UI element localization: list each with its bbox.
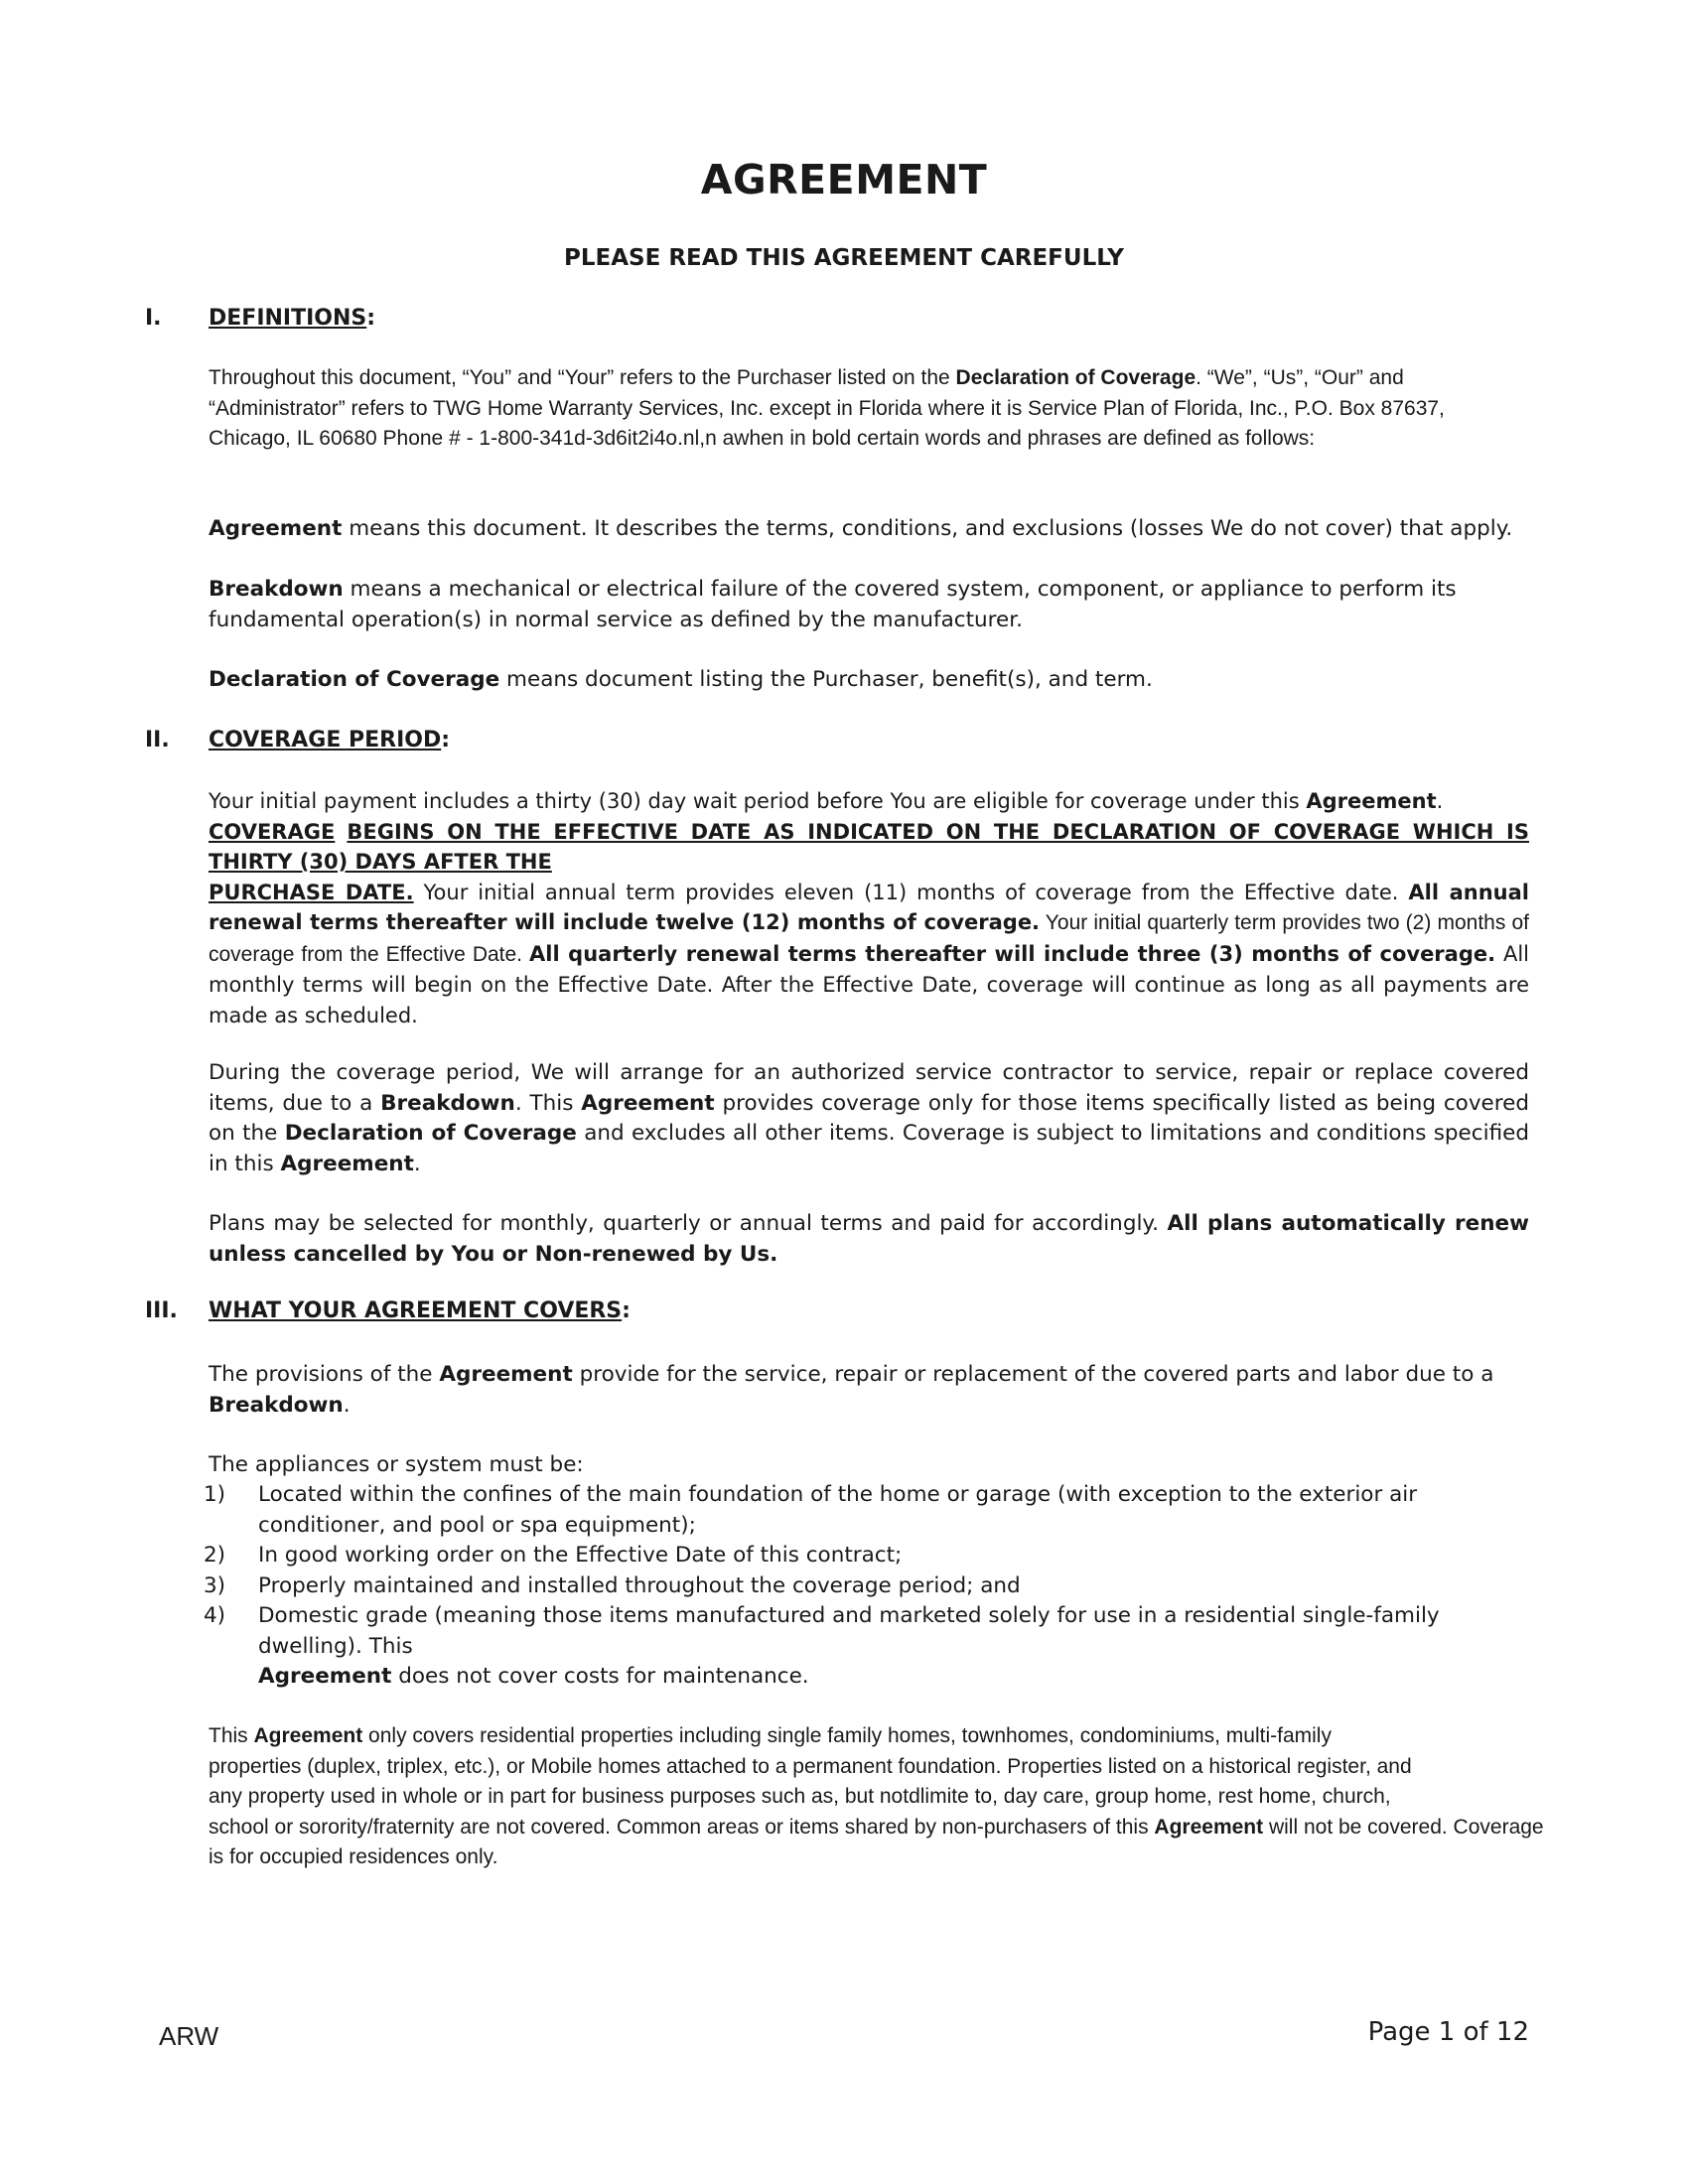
section-heading-definitions <box>209 306 375 331</box>
bold-auto-renew: All plans automatically renew unless cancelled by You or Non-renewed by Us. <box>209 1211 1529 1267</box>
list-number: 2) <box>204 1543 226 1568</box>
section-number-2: II. <box>145 728 170 752</box>
list-text: In good working order on the Effective Date of this contract; <box>258 1543 903 1568</box>
bold-annual-renewal: All annual renewal terms thereafter will include twelve (12) months of coverage. <box>209 880 1529 934</box>
bold-breakdown: Breakdown <box>209 1392 344 1418</box>
text: Your initial payment includes a thirty (30) day wait period before You are eligible for coverage under this <box>209 789 1307 813</box>
list-text: Located within the confines of the main foundation of the home or garage (with exception to the exterior air conditioner, and pool or spa equipment); <box>258 1482 1418 1538</box>
list-item <box>204 1541 1544 1571</box>
text: The provisions of the <box>209 1362 440 1387</box>
document-title: AGREEMENT <box>700 156 988 204</box>
text: and excludes all other items. Coverage is subject to limitations and conditions specified in this <box>209 1121 1529 1176</box>
list-number: 3) <box>204 1572 226 1598</box>
term-declaration-of-coverage: Declaration of Coverage <box>209 667 500 692</box>
bold-agreement: Agreement <box>1306 789 1437 813</box>
footer-form-code: ARW <box>159 2021 219 2051</box>
underlined-coverage: COVERAGE <box>209 819 336 844</box>
intro-text-d: Chicago, IL 60680 Phone # - 1-800-341d-3d6it2i4o.nl,n awhen in bold certain words and phrases are defined as follows: <box>209 427 1316 450</box>
text: any property used in whole or in part for business purposes such as, but notdlimite to, day care, group home, rest home, church, <box>209 1785 1391 1808</box>
text: properties (duplex, triplex, etc.), or Mobile homes attached to a permanent foundation. Properties listed on a historical register, and <box>209 1754 1412 1778</box>
section-heading-text: DEFINITIONS <box>209 306 367 331</box>
requirements-list <box>204 1480 1544 1693</box>
text: . <box>413 1151 421 1176</box>
intro-text-c: . “We”, “Us”, “Our” and “Administrator” refers to TWG Home Warranty Services, Inc. except in Florida where it is Service Plan of Florida, Inc., P.O. Box 87637, <box>209 366 1445 420</box>
text: . <box>343 1392 351 1418</box>
section-heading-text: COVERAGE PERIOD <box>209 728 442 752</box>
definition-breakdown <box>209 575 1529 635</box>
bold-agreement: Agreement <box>253 1724 363 1747</box>
list-text: Properly maintained and installed throughout the coverage period; and <box>258 1572 1021 1598</box>
text: All monthly terms will begin on the Effective Date. After the Effective Date, coverage will continue as long as all payments are made as scheduled. <box>209 941 1529 1027</box>
text: Your initial quarterly term provides two (2) months of coverage from the Effective Date. <box>209 911 1529 966</box>
section-heading-coverage-period <box>209 728 450 752</box>
list-text: does not cover costs for maintenance. <box>391 1664 809 1689</box>
text: Plans may be selected for monthly, quarterly or annual terms and paid for accordingly. <box>209 1211 1168 1236</box>
covers-list-intro: The appliances or system must be: <box>209 1452 584 1477</box>
term-agreement: Agreement <box>209 516 343 541</box>
bold-breakdown: Breakdown <box>380 1090 515 1116</box>
text: only covers residential properties including single family homes, townhomes, condominiums, multi-family <box>362 1724 1332 1747</box>
definition-declaration-of-coverage <box>209 665 1529 696</box>
section-number-3: III. <box>145 1298 178 1323</box>
underlined-purchase-date: PURCHASE DATE. <box>209 880 414 904</box>
bold-agreement: Agreement <box>258 1664 392 1689</box>
bold-quarterly-renewal: All quarterly renewal terms thereafter will include three (3) months of coverage. <box>529 941 1496 966</box>
definitions-intro <box>209 363 1529 455</box>
text: . This <box>514 1090 582 1116</box>
section-heading-colon: : <box>366 306 376 331</box>
covers-paragraph-1 <box>209 1360 1529 1421</box>
list-text: Domestic grade (meaning those items manufactured and marketed solely for use in a residential single-family dwelling). This <box>258 1603 1440 1659</box>
text: . <box>1436 789 1444 813</box>
list-number: 4) <box>204 1603 226 1628</box>
intro-text-a: Throughout this document, “You” and “Your” refers to the Purchaser listed on the <box>209 366 956 389</box>
text: Your initial annual term provides eleven (11) months of coverage from the Effective date. <box>413 880 1409 904</box>
text: provide for the service, repair or replacement of the covered parts and labor due to a <box>572 1362 1494 1387</box>
list-item <box>204 1601 1544 1693</box>
definition-agreement <box>209 514 1529 545</box>
section-heading-colon: : <box>622 1298 631 1323</box>
coverage-paragraph-3 <box>209 1209 1529 1270</box>
list-item <box>204 1571 1544 1602</box>
underlined-begins: BEGINS ON THE EFFECTIVE DATE AS INDICATED ON THE DECLARATION OF COVERAGE WHICH IS THIRTY (30) DAYS AFTER THE <box>209 819 1529 874</box>
bold-declaration-of-coverage: Declaration of Coverage <box>284 1121 577 1146</box>
footer-page-number: Page 1 of 12 <box>1367 2017 1529 2047</box>
bold-agreement: Agreement <box>439 1362 573 1387</box>
definition-text: means this document. It describes the terms, conditions, and exclusions (losses We do not cover) that apply. <box>342 516 1513 541</box>
bold-agreement: Agreement <box>1154 1815 1264 1839</box>
term-breakdown: Breakdown <box>209 577 344 602</box>
definition-text: means document listing the Purchaser, benefit(s), and term. <box>499 667 1153 692</box>
definition-text: means a mechanical or electrical failure of the covered system, component, or appliance to perform its fundamental operation(s) in normal service as defined by the manufacturer. <box>209 577 1457 632</box>
text: During the coverage period, We will arrange for an authorized service contractor to service, repair or replace covered items, due to a <box>209 1060 1529 1116</box>
document-subtitle: PLEASE READ THIS AGREEMENT CAREFULLY <box>564 245 1124 271</box>
text: will not be covered. Coverage is for occupied residences only. <box>209 1815 1544 1868</box>
section-heading-what-your-agreement-covers <box>209 1298 631 1323</box>
coverage-paragraph-1 <box>209 786 1529 1030</box>
intro-bold-term: Declaration of Coverage <box>955 366 1196 389</box>
covers-paragraph-2 <box>209 1721 1559 1873</box>
section-heading-colon: : <box>441 728 451 752</box>
list-number: 1) <box>204 1482 226 1507</box>
section-number-1: I. <box>145 306 162 331</box>
bold-agreement: Agreement <box>581 1090 715 1116</box>
bold-agreement: Agreement <box>280 1151 414 1176</box>
section-heading-text: WHAT YOUR AGREEMENT COVERS <box>209 1298 623 1323</box>
text: This <box>209 1724 254 1747</box>
text: provides coverage only for those items specifically listed as being covered on the <box>209 1090 1530 1146</box>
list-item <box>204 1480 1544 1541</box>
text: school or sorority/fraternity are not covered. Common areas or items shared by non-purchasers of this <box>209 1815 1155 1839</box>
coverage-paragraph-2 <box>209 1058 1529 1179</box>
